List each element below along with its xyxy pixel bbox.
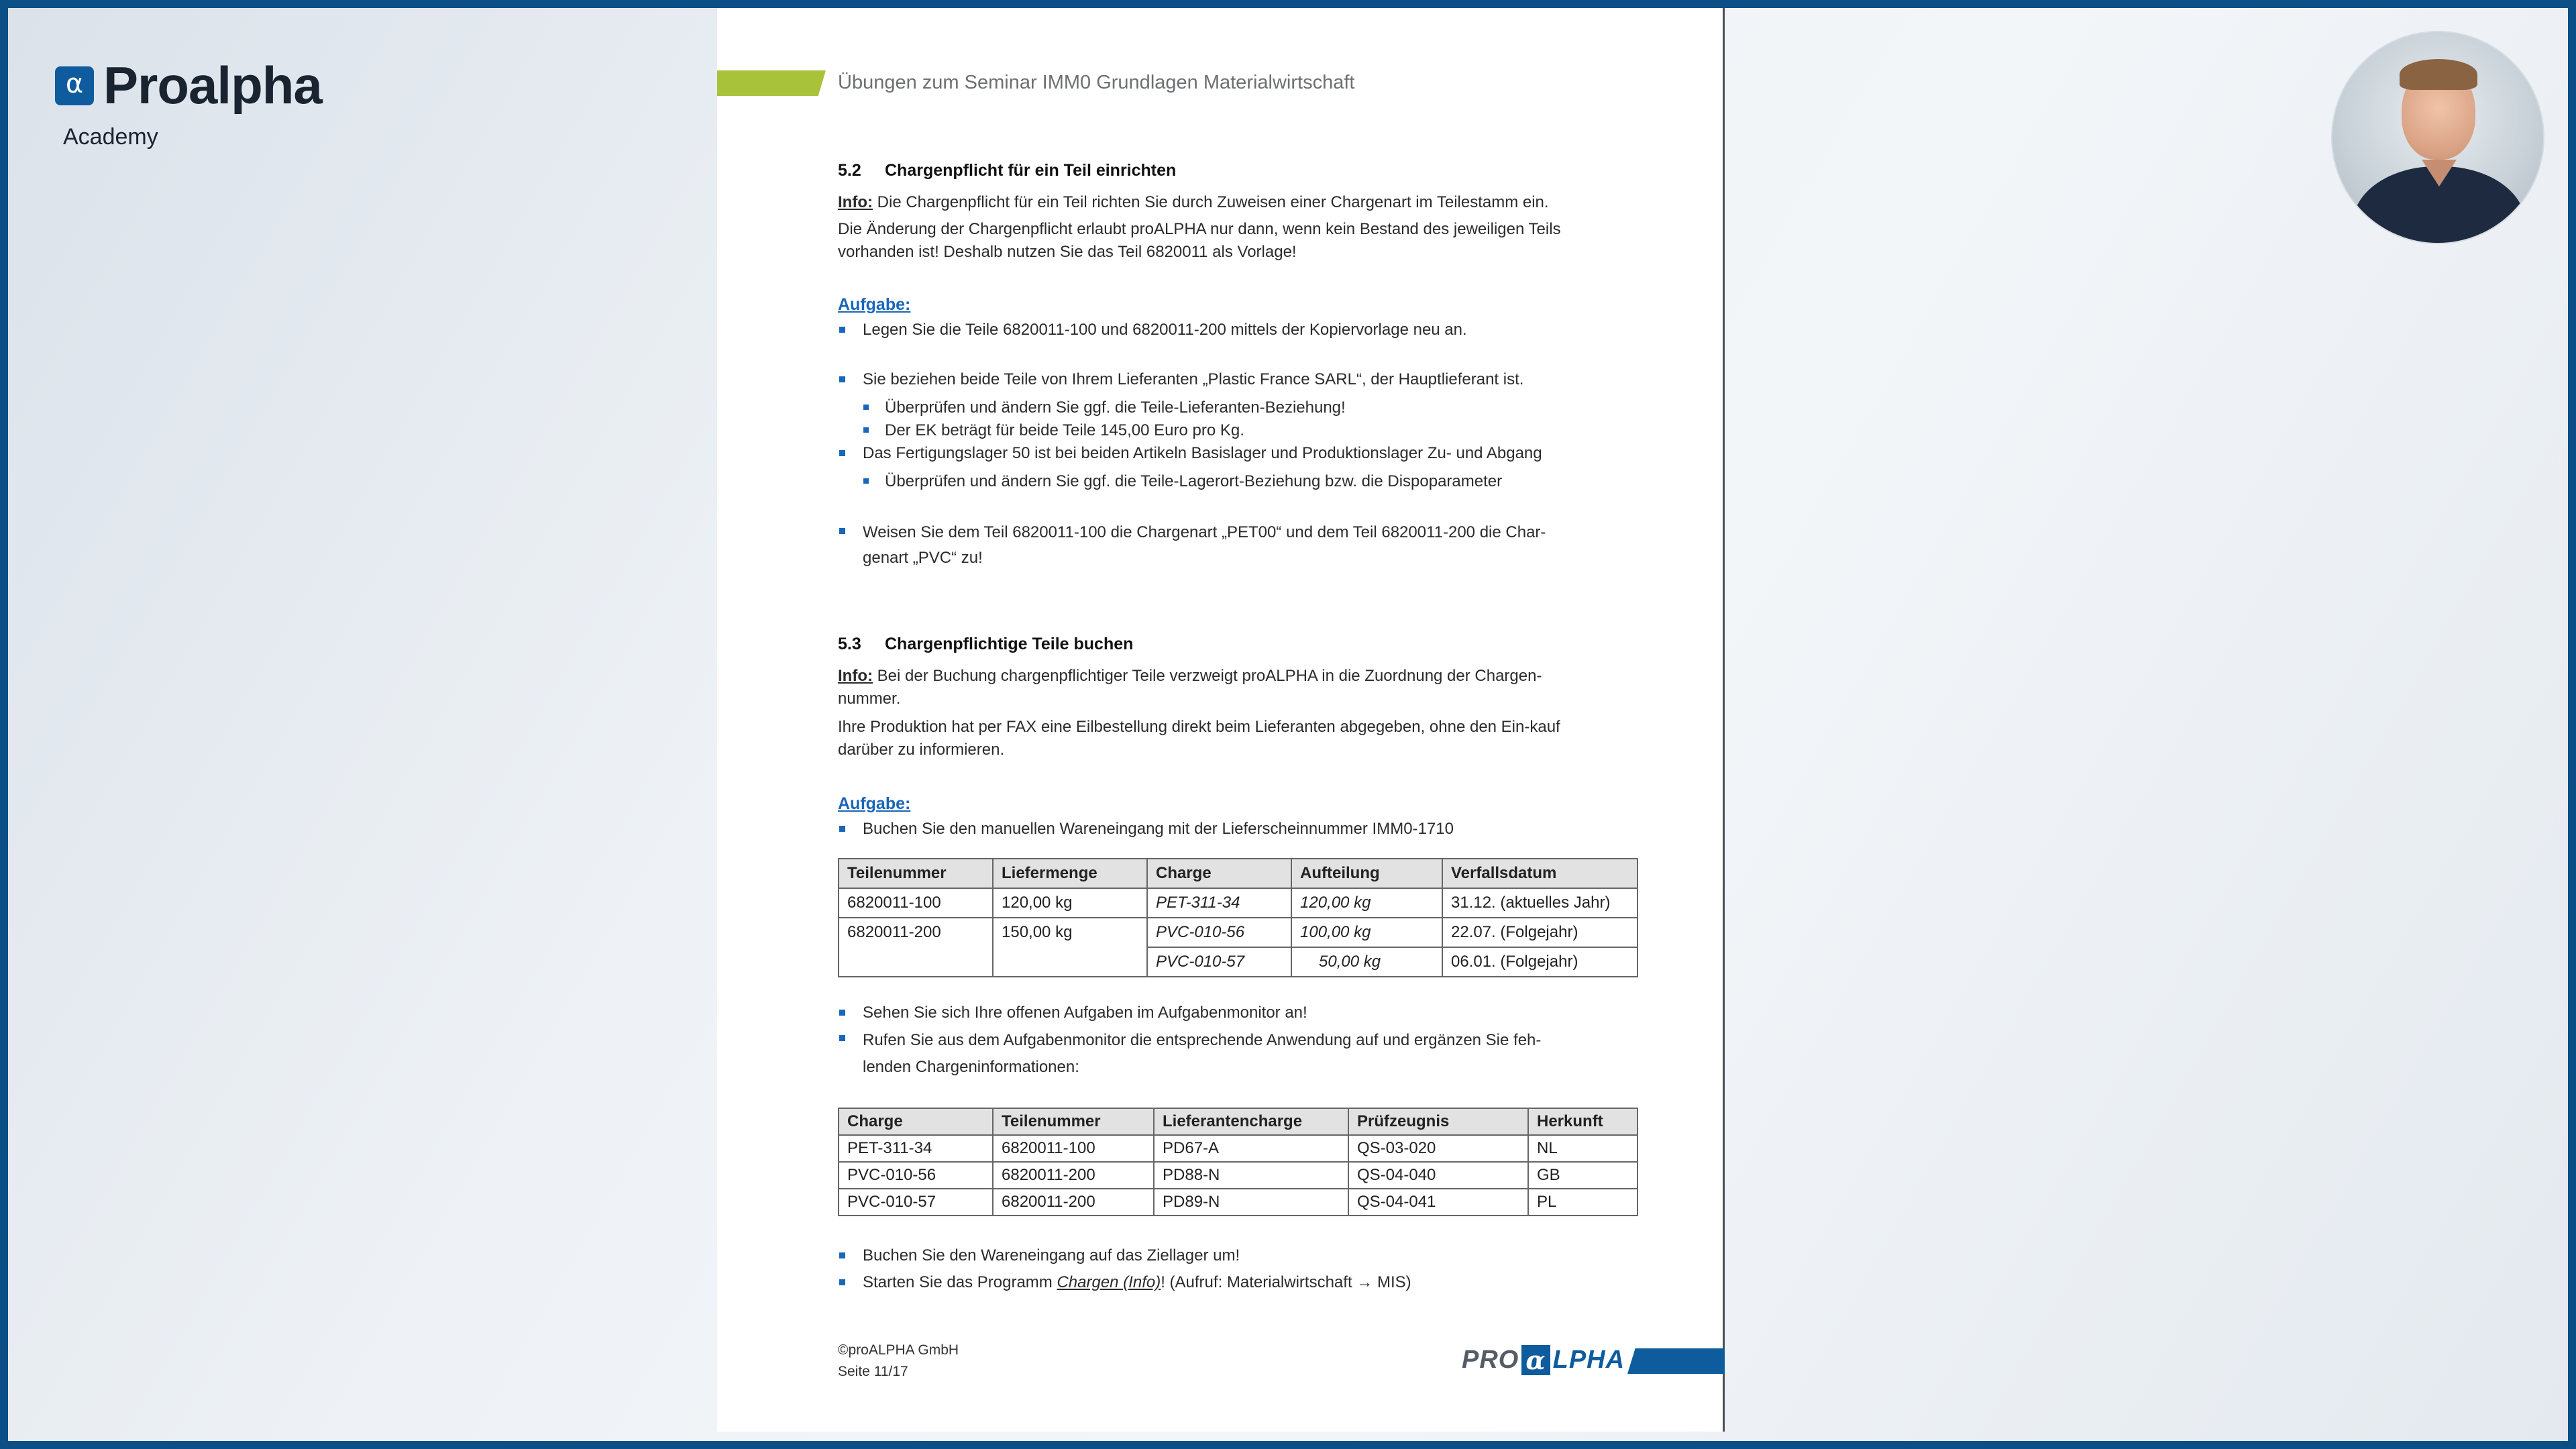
table-cell: 6820011-100 [993, 1135, 1154, 1162]
table-cell: 6820011-200 [839, 918, 993, 977]
table-row [839, 1162, 1638, 1189]
table-cell: 150,00 kg [993, 918, 1147, 977]
table-cell: 6820011-100 [839, 888, 993, 918]
table-cell: PVC-010-56 [1147, 918, 1291, 947]
table-cell: GB [1528, 1162, 1638, 1189]
info-text: Die Chargenpflicht für ein Teil richten Sie durch Zuweisen einer Chargenart im Teilestamm ein. [872, 193, 1549, 211]
section-number: 5.2 [838, 161, 861, 180]
info-label: Info: [838, 193, 873, 211]
presenter-webcam [2331, 31, 2544, 244]
section-heading-5-3 [838, 633, 1656, 655]
section-title: Chargenpflicht für ein Teil einrichten [885, 161, 1177, 180]
list-item: Überprüfen und ändern Sie ggf. die Teile-Lieferanten-Beziehung! [838, 396, 1656, 419]
info-label: Info: [838, 667, 873, 685]
bullet-icon [839, 1035, 845, 1041]
section-heading-5-2 [838, 159, 1656, 182]
table-cell: 120,00 kg [993, 888, 1147, 918]
column-header: Lieferantencharge [1154, 1108, 1348, 1135]
table-row [839, 918, 1638, 947]
section-number: 5.3 [838, 635, 861, 653]
document-page [717, 8, 1725, 1432]
list-item: Rufen Sie aus dem Aufgabenmonitor die entsprechende Anwendung auf und ergänzen Sie feh-lenden Chargeninformationen: [838, 1027, 1589, 1081]
table-row [839, 888, 1638, 918]
copyright-text: ©proALPHA GmbH [838, 1342, 959, 1358]
table-cell: 6820011-200 [993, 1189, 1154, 1216]
proalpha-footer-logo: PRO α LPHA [1462, 1345, 1625, 1375]
list-item: Buchen Sie den manuellen Wareneingang mit der Lieferscheinnummer IMM0-1710 [838, 818, 1656, 841]
table-header-row [839, 1108, 1638, 1135]
list-item: Das Fertigungslager 50 ist bei beiden Artikeln Basislager und Produktionslager Zu- und Abgang [838, 442, 1656, 465]
bullet-icon [863, 405, 869, 410]
table-cell: PVC-010-57 [1147, 947, 1291, 977]
column-header: Charge [1147, 859, 1291, 888]
batch-info-table [838, 1108, 1638, 1216]
bullet-icon [839, 826, 845, 832]
table-cell: NL [1528, 1135, 1638, 1162]
column-header: Liefermenge [993, 859, 1147, 888]
bullet-icon [863, 478, 869, 484]
list-item: Sehen Sie sich Ihre offenen Aufgaben im Aufgabenmonitor an! [838, 1002, 1656, 1024]
table-cell: PVC-010-57 [839, 1189, 993, 1216]
column-header: Herkunft [1528, 1108, 1638, 1135]
page-number: Seite 11/17 [838, 1364, 908, 1379]
column-header: Teilenummer [993, 1108, 1154, 1135]
section-title: Chargenpflichtige Teile buchen [885, 635, 1134, 653]
bullet-icon [839, 376, 845, 382]
column-header: Verfallsdatum [1442, 859, 1638, 888]
list-item: Überprüfen und ändern Sie ggf. die Teile-Lagerort-Beziehung bzw. die Dispoparameter [838, 470, 1656, 493]
list-item: Starten Sie das Programm Chargen (Info)! (Aufruf: Materialwirtschaft → MIS) [838, 1271, 1656, 1294]
table-cell: 120,00 kg [1291, 888, 1442, 918]
table-row [839, 1135, 1638, 1162]
delivery-table [838, 858, 1638, 977]
bullet-icon [839, 450, 845, 456]
bullet-icon [839, 327, 845, 333]
table-header-row [839, 859, 1638, 888]
list-item: Der EK beträgt für beide Teile 145,00 Euro pro Kg. [838, 419, 1656, 442]
document-footer [838, 1340, 959, 1383]
table-cell: PD89-N [1154, 1189, 1348, 1216]
list-item: Sie beziehen beide Teile von Ihrem Lieferanten „Plastic France SARL“, der Hauptlieferant ist. [838, 368, 1656, 391]
bullet-icon [839, 528, 845, 534]
list-item: Buchen Sie den Wareneingang auf das Ziellager um! [838, 1244, 1656, 1267]
table-row [839, 1189, 1638, 1216]
table-cell: QS-04-040 [1348, 1162, 1528, 1189]
bullet-icon [863, 427, 869, 433]
bullet-icon [839, 1279, 845, 1285]
presentation-stage [8, 8, 2568, 1441]
document-header-title: Übungen zum Seminar IMM0 Grundlagen Materialwirtschaft [838, 72, 1355, 93]
task-label: Aufgabe: [838, 295, 911, 314]
footer-accent-bar [1627, 1348, 1725, 1374]
alpha-icon: α [1521, 1345, 1550, 1375]
document-content [838, 159, 1656, 1294]
table-cell: PVC-010-56 [839, 1162, 993, 1189]
table-cell: PET-311-34 [1147, 888, 1291, 918]
program-link[interactable]: Chargen (Info) [1057, 1273, 1161, 1291]
list-item: Weisen Sie dem Teil 6820011-100 die Chargenart „PET00“ und dem Teil 6820011-200 die Char-genart „PVC“ zu! [838, 520, 1576, 571]
table-cell: 31.12. (aktuelles Jahr) [1442, 888, 1638, 918]
bullet-icon [839, 1010, 845, 1016]
note-paragraph: Ihre Produktion hat per FAX eine Eilbestellung direkt beim Lieferanten abgegeben, ohne den Ein-kauf darüber zu informieren. [838, 718, 1560, 759]
table-cell: 22.07. (Folgejahr) [1442, 918, 1638, 947]
table-cell: PL [1528, 1189, 1638, 1216]
table-cell: 06.01. (Folgejahr) [1442, 947, 1638, 977]
bullet-icon [839, 1252, 845, 1258]
info-paragraph [838, 665, 1582, 710]
table-cell: 6820011-200 [993, 1162, 1154, 1189]
table-cell: 100,00 kg [1291, 918, 1442, 947]
table-cell: PD88-N [1154, 1162, 1348, 1189]
column-header: Prüfzeugnis [1348, 1108, 1528, 1135]
brand-name: Proalpha [103, 56, 322, 115]
column-header: Teilenummer [839, 859, 993, 888]
presenter-hair [2400, 59, 2477, 90]
brand-subtitle: Academy [63, 124, 158, 150]
table-cell: PD67-A [1154, 1135, 1348, 1162]
list-item: Legen Sie die Teile 6820011-100 und 6820011-200 mittels der Kopiervorlage neu an. [838, 319, 1656, 341]
info-paragraph [838, 191, 1656, 214]
table-cell: QS-04-041 [1348, 1189, 1528, 1216]
info-text: Bei der Buchung chargenpflichtiger Teile verzweigt proALPHA in die Zuordnung der Chargen-nummer. [838, 667, 1542, 708]
header-accent-bar [717, 70, 826, 96]
column-header: Charge [839, 1108, 993, 1135]
table-cell: QS-03-020 [1348, 1135, 1528, 1162]
column-header: Aufteilung [1291, 859, 1442, 888]
task-label: Aufgabe: [838, 794, 911, 813]
proalpha-academy-logo [55, 55, 322, 150]
note-paragraph: Die Änderung der Chargenpflicht erlaubt proALPHA nur dann, wenn kein Bestand des jeweiligen Teils vorhanden ist! Deshalb nutzen Sie das Teil 6820011 als Vorlage! [838, 220, 1561, 261]
table-cell: PET-311-34 [839, 1135, 993, 1162]
alpha-logo-icon: α [55, 66, 94, 105]
table-cell: 50,00 kg [1291, 947, 1442, 977]
